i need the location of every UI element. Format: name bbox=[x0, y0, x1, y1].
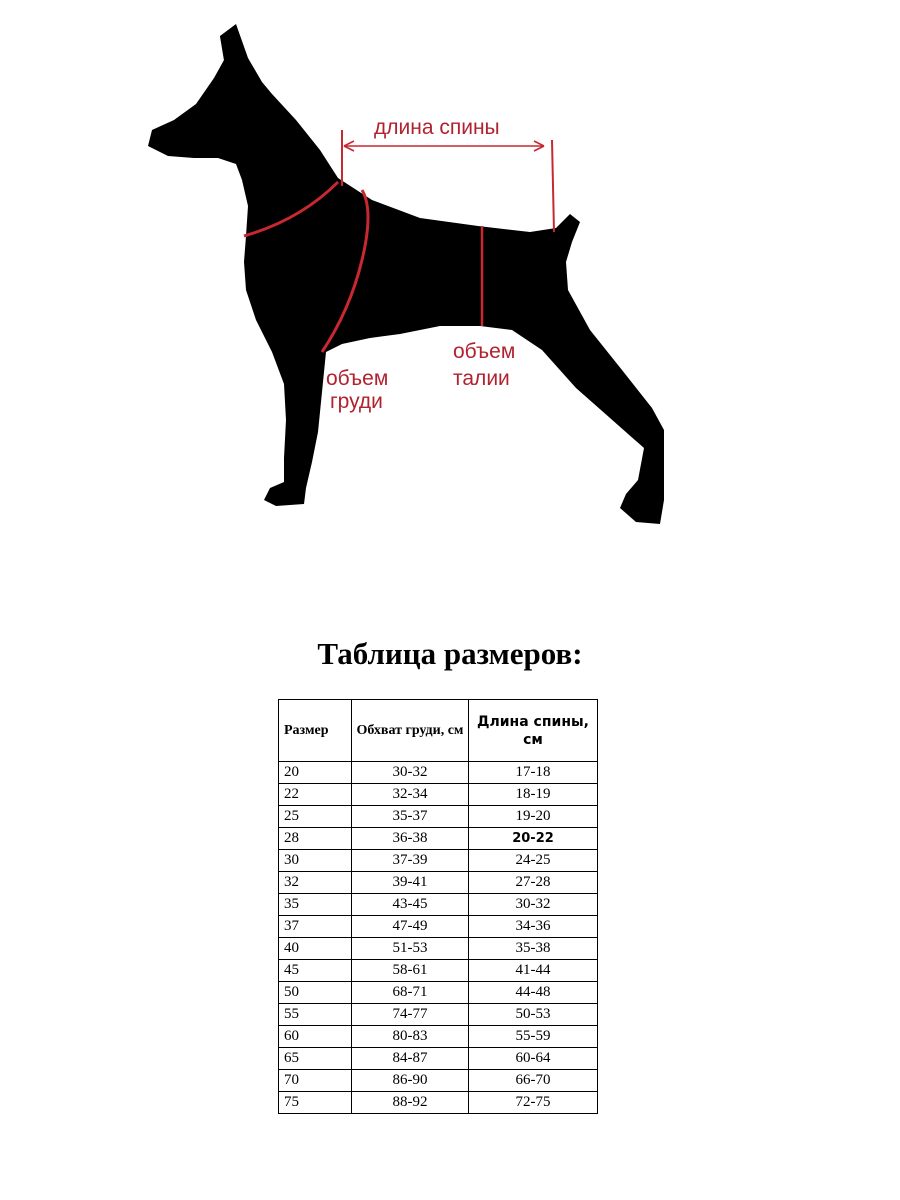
row-chest: 30-32 bbox=[352, 762, 469, 784]
table-row bbox=[279, 872, 598, 894]
row-back: 44-48 bbox=[469, 982, 598, 1004]
table-row bbox=[279, 1092, 598, 1114]
table-row bbox=[279, 1026, 598, 1048]
row-chest: 68-71 bbox=[352, 982, 469, 1004]
row-chest: 43-45 bbox=[352, 894, 469, 916]
waist-label-line2: талии bbox=[453, 367, 510, 390]
chest-label-line2: груди bbox=[330, 390, 383, 413]
table-row bbox=[279, 916, 598, 938]
chest-label-line1: объем bbox=[326, 367, 389, 390]
row-chest: 74-77 bbox=[352, 1004, 469, 1026]
row-back: 41-44 bbox=[469, 960, 598, 982]
header-chest: Обхват груди, см bbox=[352, 700, 469, 762]
dog-measurement-diagram bbox=[0, 0, 900, 560]
size-table bbox=[278, 699, 598, 1114]
row-back: 17-18 bbox=[469, 762, 598, 784]
row-chest: 80-83 bbox=[352, 1026, 469, 1048]
row-size: 75 bbox=[279, 1092, 352, 1114]
row-chest: 86-90 bbox=[352, 1070, 469, 1092]
table-row bbox=[279, 762, 598, 784]
waist-label-line1: объем bbox=[453, 340, 516, 363]
table-row bbox=[279, 894, 598, 916]
row-back: 27-28 bbox=[469, 872, 598, 894]
row-back: 20-22 bbox=[469, 828, 598, 850]
row-chest: 58-61 bbox=[352, 960, 469, 982]
table-row bbox=[279, 960, 598, 982]
row-size: 50 bbox=[279, 982, 352, 1004]
row-size: 60 bbox=[279, 1026, 352, 1048]
table-row bbox=[279, 1048, 598, 1070]
row-size: 32 bbox=[279, 872, 352, 894]
row-back: 72-75 bbox=[469, 1092, 598, 1114]
table-row bbox=[279, 938, 598, 960]
dog-silhouette bbox=[148, 24, 664, 524]
row-chest: 51-53 bbox=[352, 938, 469, 960]
size-table-title: Таблица размеров: bbox=[317, 636, 583, 671]
row-back: 50-53 bbox=[469, 1004, 598, 1026]
row-size: 65 bbox=[279, 1048, 352, 1070]
back-length-label: длина спины bbox=[374, 116, 500, 139]
row-chest: 39-41 bbox=[352, 872, 469, 894]
table-row bbox=[279, 1070, 598, 1092]
row-back: 66-70 bbox=[469, 1070, 598, 1092]
row-chest: 35-37 bbox=[352, 806, 469, 828]
row-chest: 88-92 bbox=[352, 1092, 469, 1114]
row-size: 28 bbox=[279, 828, 352, 850]
row-size: 70 bbox=[279, 1070, 352, 1092]
row-size: 25 bbox=[279, 806, 352, 828]
size-table-header bbox=[279, 700, 598, 762]
row-back: 18-19 bbox=[469, 784, 598, 806]
table-row bbox=[279, 828, 598, 850]
header-back: Длина спины, см bbox=[469, 700, 598, 762]
row-chest: 37-39 bbox=[352, 850, 469, 872]
table-row bbox=[279, 1004, 598, 1026]
table-row bbox=[279, 784, 598, 806]
row-size: 30 bbox=[279, 850, 352, 872]
row-back: 34-36 bbox=[469, 916, 598, 938]
row-size: 45 bbox=[279, 960, 352, 982]
row-chest: 47-49 bbox=[352, 916, 469, 938]
row-chest: 36-38 bbox=[352, 828, 469, 850]
row-back: 30-32 bbox=[469, 894, 598, 916]
row-chest: 84-87 bbox=[352, 1048, 469, 1070]
row-size: 55 bbox=[279, 1004, 352, 1026]
row-back: 60-64 bbox=[469, 1048, 598, 1070]
back-end-tick bbox=[552, 140, 554, 232]
table-row bbox=[279, 982, 598, 1004]
row-back: 55-59 bbox=[469, 1026, 598, 1048]
header-size: Размер bbox=[279, 700, 352, 762]
row-size: 37 bbox=[279, 916, 352, 938]
row-back: 24-25 bbox=[469, 850, 598, 872]
row-size: 20 bbox=[279, 762, 352, 784]
row-back: 19-20 bbox=[469, 806, 598, 828]
row-back: 35-38 bbox=[469, 938, 598, 960]
row-chest: 32-34 bbox=[352, 784, 469, 806]
row-size: 22 bbox=[279, 784, 352, 806]
row-size: 35 bbox=[279, 894, 352, 916]
row-size: 40 bbox=[279, 938, 352, 960]
table-row bbox=[279, 806, 598, 828]
table-row bbox=[279, 850, 598, 872]
